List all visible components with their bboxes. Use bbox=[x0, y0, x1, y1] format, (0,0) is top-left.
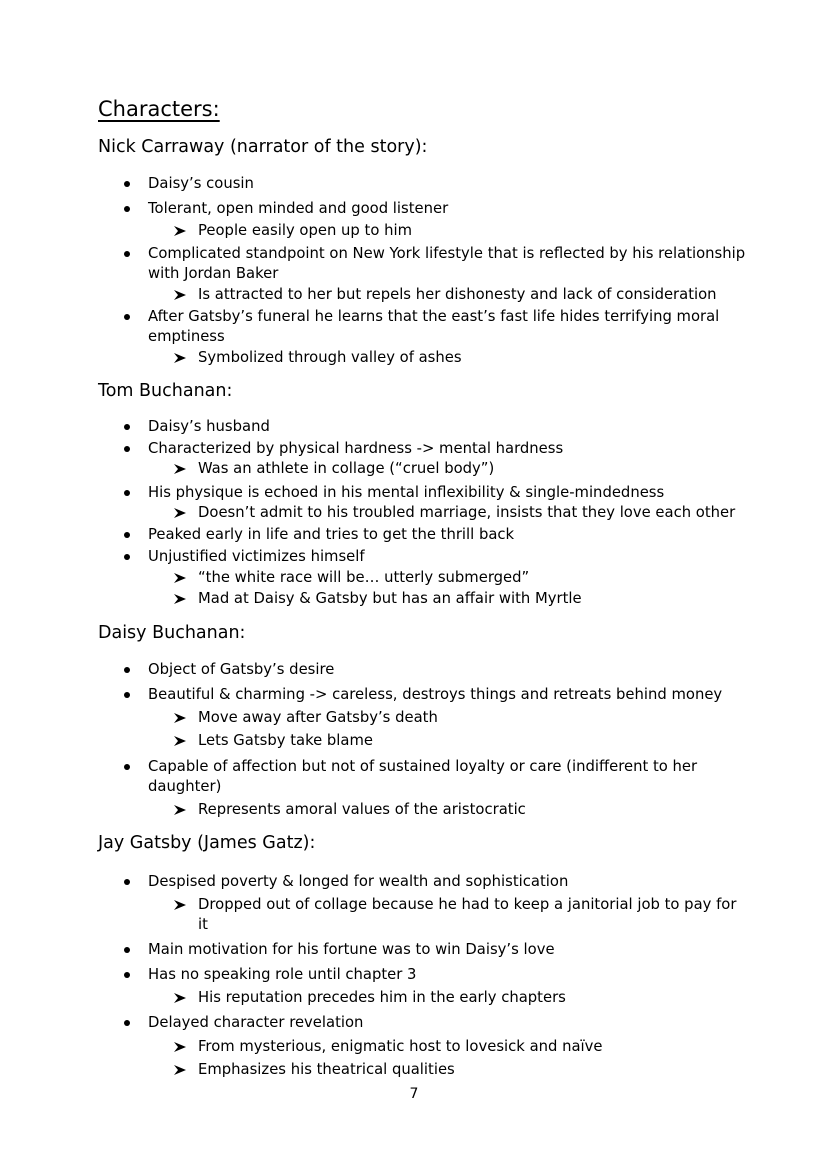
bullet-item: Daisy’s husband bbox=[148, 418, 270, 435]
bullet-icon bbox=[124, 446, 130, 452]
bullet-item: Has no speaking role until chapter 3 bbox=[148, 966, 417, 983]
bullet-item: Delayed character revelation bbox=[148, 1014, 364, 1031]
bullet-item: Tolerant, open minded and good listener bbox=[148, 200, 449, 217]
sub-bullet-item: Symbolized through valley of ashes bbox=[198, 349, 462, 366]
bullet-icon bbox=[124, 972, 130, 978]
section-heading-tom-buchanan: Tom Buchanan: bbox=[98, 381, 233, 401]
sub-bullet-item: Move away after Gatsby’s death bbox=[198, 709, 438, 726]
arrow-bullet-icon bbox=[173, 289, 187, 301]
bullet-item: Object of Gatsby’s desire bbox=[148, 661, 335, 678]
page-title: Characters: bbox=[98, 97, 220, 121]
sub-bullet-item: Is attracted to her but repels her dishonesty and lack of consideration bbox=[198, 286, 717, 303]
bullet-item: Unjustified victimizes himself bbox=[148, 548, 365, 565]
bullet-icon bbox=[124, 764, 130, 770]
sub-bullet-item: People easily open up to him bbox=[198, 222, 412, 239]
bullet-icon bbox=[124, 667, 130, 673]
arrow-bullet-icon bbox=[173, 593, 187, 605]
section-heading-daisy-buchanan: Daisy Buchanan: bbox=[98, 623, 246, 643]
section-heading-jay-gatsby: Jay Gatsby (James Gatz): bbox=[98, 833, 316, 853]
bullet-icon bbox=[124, 206, 130, 212]
arrow-bullet-icon bbox=[173, 507, 187, 519]
sub-bullet-item: “the white race will be… utterly submerged” bbox=[198, 569, 530, 586]
arrow-bullet-icon bbox=[173, 225, 187, 237]
sub-bullet-item: Emphasizes his theatrical qualities bbox=[198, 1061, 455, 1078]
arrow-bullet-icon bbox=[173, 572, 187, 584]
arrow-bullet-icon bbox=[173, 1064, 187, 1076]
bullet-icon bbox=[124, 879, 130, 885]
bullet-item: Complicated standpoint on New York lifestyle that is reflected by his relationship bbox=[148, 245, 746, 262]
sub-bullet-item: Doesn’t admit to his troubled marriage, insists that they love each other bbox=[198, 504, 736, 521]
bullet-icon bbox=[124, 1020, 130, 1026]
sub-bullet-item: Mad at Daisy & Gatsby but has an affair with Myrtle bbox=[198, 590, 582, 607]
sub-bullet-item: Lets Gatsby take blame bbox=[198, 732, 374, 749]
section-heading-nick-carraway: Nick Carraway (narrator of the story): bbox=[98, 137, 428, 157]
bullet-item: Characterized by physical hardness -> mental hardness bbox=[148, 440, 564, 457]
bullet-item: Despised poverty & longed for wealth and sophistication bbox=[148, 873, 569, 890]
bullet-item: Main motivation for his fortune was to win Daisy’s love bbox=[148, 941, 555, 958]
bullet-icon bbox=[124, 181, 130, 187]
bullet-item: Peaked early in life and tries to get the thrill back bbox=[148, 526, 515, 543]
bullet-item: Beautiful & charming -> careless, destroys things and retreats behind money bbox=[148, 686, 723, 703]
arrow-bullet-icon bbox=[173, 352, 187, 364]
bullet-icon bbox=[124, 947, 130, 953]
sub-bullet-item: Was an athlete in collage (“cruel body”) bbox=[198, 460, 495, 477]
bullet-icon bbox=[124, 424, 130, 430]
bullet-item: Daisy’s cousin bbox=[148, 175, 254, 192]
bullet-icon bbox=[124, 490, 130, 496]
bullet-icon bbox=[124, 692, 130, 698]
arrow-bullet-icon bbox=[173, 463, 187, 475]
arrow-bullet-icon bbox=[173, 804, 187, 816]
sub-bullet-item: From mysterious, enigmatic host to lovesick and naïve bbox=[198, 1038, 603, 1055]
arrow-bullet-icon bbox=[173, 735, 187, 747]
bullet-item: After Gatsby’s funeral he learns that the east’s fast life hides terrifying moral bbox=[148, 308, 720, 325]
sub-bullet-item: Dropped out of collage because he had to keep a janitorial job to pay for bbox=[198, 896, 737, 913]
page-number: 7 bbox=[409, 1086, 419, 1102]
bullet-icon bbox=[124, 314, 130, 320]
bullet-item-continuation: emptiness bbox=[148, 328, 225, 345]
sub-bullet-item-continuation: it bbox=[198, 916, 208, 933]
arrow-bullet-icon bbox=[173, 899, 187, 911]
bullet-item-continuation: with Jordan Baker bbox=[148, 265, 279, 282]
sub-bullet-item: His reputation precedes him in the early chapters bbox=[198, 989, 566, 1006]
arrow-bullet-icon bbox=[173, 712, 187, 724]
bullet-item-continuation: daughter) bbox=[148, 778, 222, 795]
bullet-icon bbox=[124, 554, 130, 560]
arrow-bullet-icon bbox=[173, 1041, 187, 1053]
bullet-icon bbox=[124, 532, 130, 538]
sub-bullet-item: Represents amoral values of the aristocratic bbox=[198, 801, 526, 818]
arrow-bullet-icon bbox=[173, 992, 187, 1004]
bullet-item: Capable of affection but not of sustained loyalty or care (indifferent to her bbox=[148, 758, 698, 775]
bullet-icon bbox=[124, 251, 130, 257]
bullet-item: His physique is echoed in his mental inflexibility & single-mindedness bbox=[148, 484, 665, 501]
